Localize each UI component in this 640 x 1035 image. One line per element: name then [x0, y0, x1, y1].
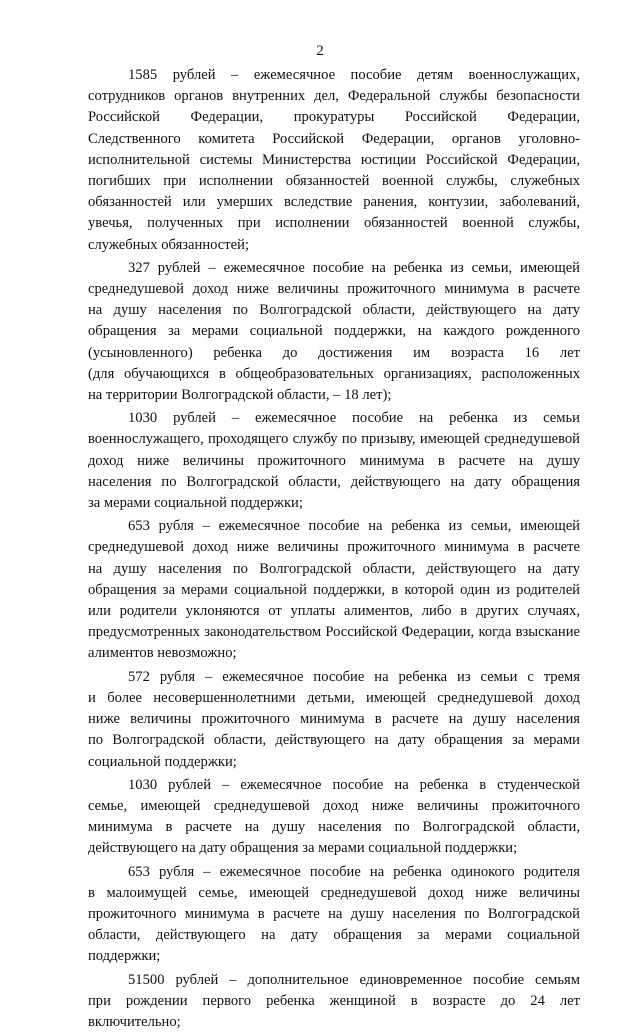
text-line: исполнительной системы Министерства юстиции Российской Федерации,	[88, 151, 580, 168]
text-line: среднедушевой доход ниже величины прожиточного минимума в расчете	[88, 539, 580, 556]
text-line: 1030 рублей – ежемесячное пособие на ребенка из семьи	[128, 410, 580, 427]
text-line: ниже величины прожиточного минимума в расчете на душу населения	[88, 711, 580, 728]
text-line: в малоимущей семье, имеющей среднедушевой доход ниже величины	[88, 884, 580, 901]
text-line: действующего на дату обращения за мерами социальной поддержки;	[88, 840, 518, 857]
text-line: военнослужащего, проходящего службу по призыву, имеющей среднедушевой	[88, 431, 580, 448]
text-line: обращения за мерами социальной поддержки, на каждого рожденного	[88, 323, 580, 340]
benefit-paragraph	[88, 408, 580, 514]
text-line: и более несовершеннолетними детьми, имеющей среднедушевой доход	[88, 689, 580, 706]
text-line: 1030 рублей – ежемесячное пособие на ребенка в студенческой	[128, 776, 580, 793]
text-line: увечья, полученных при исполнении обязанностей военной службы,	[88, 215, 580, 232]
text-line: 653 рубля – ежемесячное пособие на ребенка одинокого родителя	[128, 863, 580, 880]
benefit-paragraph	[88, 775, 580, 860]
text-line: 327 рублей – ежемесячное пособие на ребенка из семьи, имеющей	[128, 259, 580, 276]
text-line: 51500 рублей – дополнительное единовременное пособие семьям	[128, 971, 580, 988]
text-line: на душу населения по Волгоградской области, действующего на дату	[88, 560, 580, 577]
document-body	[88, 65, 580, 1035]
text-line: по Волгоградской области, действующего на дату обращения за мерами	[88, 732, 580, 749]
text-line: сотрудников органов внутренних дел, Федеральной службы безопасности	[88, 88, 580, 105]
page-number: 2	[316, 43, 324, 59]
text-line: или родители уклоняются от уплаты алиментов, либо в других случаях,	[88, 603, 580, 620]
text-line: 1585 рублей – ежемесячное пособие детям военнослужащих,	[128, 67, 580, 83]
text-line: поддержки;	[88, 948, 161, 965]
text-line: обращения за мерами социальной поддержки, в которой один из родителей	[88, 581, 580, 598]
text-line: включительно;	[88, 1013, 181, 1030]
text-line: погибших при исполнении обязанностей военной службы, служебных	[88, 173, 580, 190]
text-line: семье, имеющей среднедушевой доход ниже величины прожиточного	[88, 797, 580, 814]
text-line: области, действующего на дату обращения за мерами социальной	[88, 927, 580, 944]
text-line: алиментов невозможно;	[88, 645, 237, 662]
text-line: (усыновленного) ребенка до достижения им возраста 16 лет	[88, 344, 580, 361]
benefit-paragraph	[88, 970, 580, 1034]
text-line: среднедушевой доход ниже величины прожиточного минимума в расчете	[88, 281, 580, 298]
benefit-paragraph	[88, 258, 580, 406]
text-line: прожиточного минимума в расчете на душу населения по Волгоградской	[88, 905, 580, 922]
text-line: (для обучающихся в общеобразовательных организациях, расположенных	[88, 365, 580, 382]
text-line: населения по Волгоградской области, действующего на дату обращения	[88, 473, 580, 490]
text-line: служебных обязанностей;	[88, 236, 250, 253]
text-line: за мерами социальной поддержки;	[88, 495, 303, 512]
benefit-paragraph	[88, 65, 580, 256]
benefit-paragraph	[88, 667, 580, 773]
text-line: предусмотренных законодательством Российской Федерации, когда взыскание	[88, 624, 580, 641]
benefit-paragraph	[88, 862, 580, 968]
text-line: доход ниже величины прожиточного минимума в расчете на душу	[88, 452, 580, 469]
text-line: Следственного комитета Российской Федерации, органов уголовно-	[88, 130, 580, 147]
text-line: социальной поддержки;	[88, 753, 237, 770]
text-line: на территории Волгоградской области, – 18 лет);	[88, 387, 392, 404]
text-line: 572 рубля – ежемесячное пособие на ребенка из семьи с тремя	[128, 668, 580, 685]
benefit-paragraph	[88, 516, 580, 664]
text-line: Российской Федерации, прокуратуры Российской Федерации,	[88, 109, 580, 126]
text-line: минимума в расчете на душу населения по Волгоградской области,	[88, 819, 580, 836]
text-line: обязанностей или умерших вследствие ранения, контузии, заболеваний,	[88, 194, 580, 211]
text-line: 653 рубля – ежемесячное пособие на ребенка из семьи, имеющей	[128, 518, 580, 535]
text-line: при рождении первого ребенка женщиной в возрасте до 24 лет	[88, 992, 580, 1009]
text-line: на душу населения по Волгоградской области, действующего на дату	[88, 302, 580, 319]
